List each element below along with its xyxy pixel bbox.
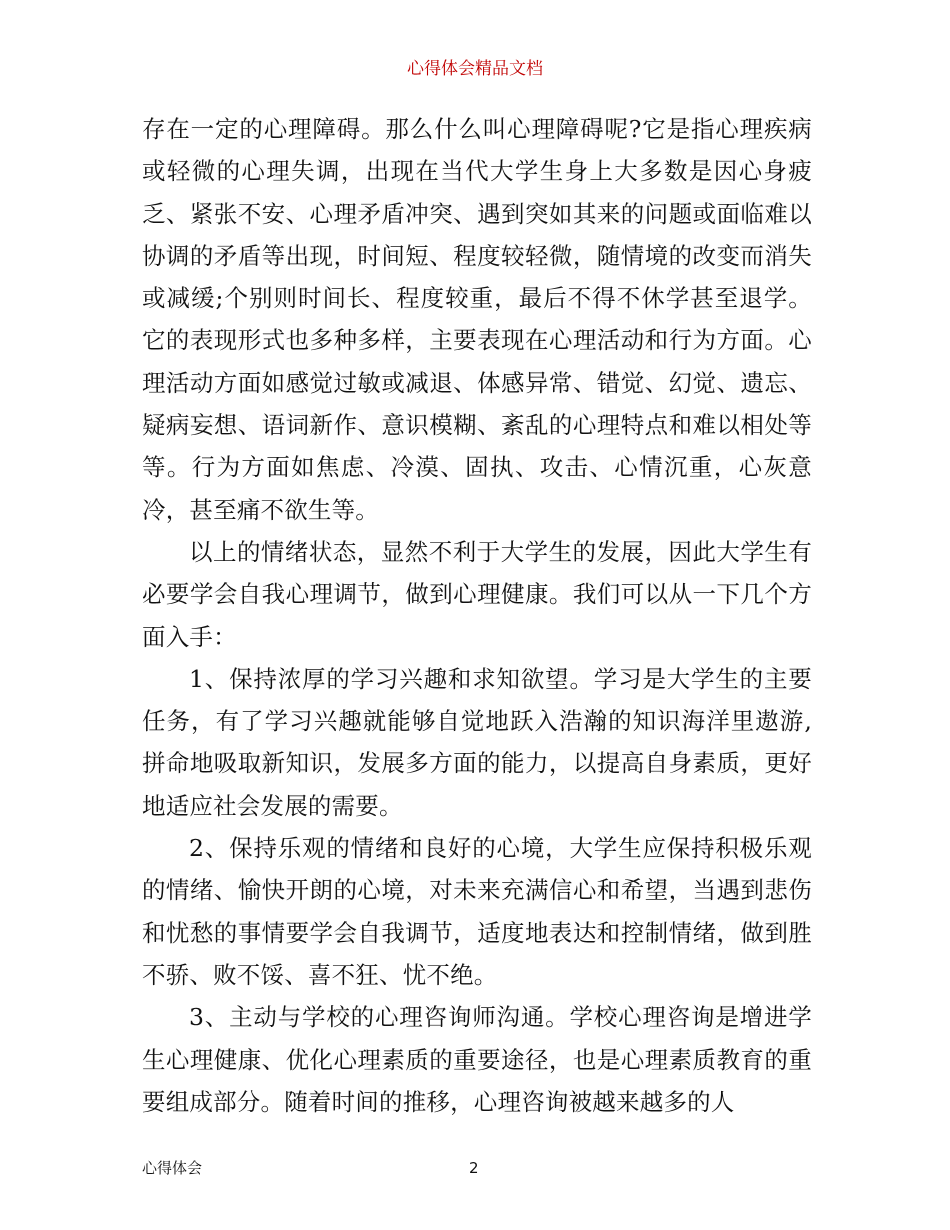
paragraph-intro: 以上的情绪状态，显然不利于大学生的发展，因此大学生有必要学会自我心理调节，做到心理健康。我们可以从一下几个方面入手： [142,537,812,651]
page-header-title: 心得体会精品文档 [407,59,543,79]
document-body [142,108,812,1123]
paragraph-point-3: 3、主动与学校的心理咨询师沟通。学校心理咨询是增进学生心理健康、优化心理素质的重要途径，也是心理素质教育的重要组成部分。随着时间的推移，心理咨询被越来越多的人 [142,1003,812,1116]
paragraph-point-2: 2、保持乐观的情绪和良好的心境，大学生应保持积极乐观的情绪、愉快开朗的心境，对未来充满信心和希望，当遇到悲伤和忧愁的事情要学会自我调节，适度地表达和控制情绪，做到胜不骄、败不馁、喜不狂、忧不绝。 [142,834,812,989]
paragraph-point-1: 1、保持浓厚的学习兴趣和求知欲望。学习是大学生的主要任务，有了学习兴趣就能够自觉地跃入浩瀚的知识海洋里遨游,拼命地吸取新知识，发展多方面的能力，以提高自身素质，更好地适应社会发展的需要。 [142,664,812,820]
page-footer [142,1157,812,1179]
footer-page-number: 2 [469,1159,479,1177]
footer-label: 心得体会 [142,1159,203,1177]
paragraph-continuation: 存在一定的心理障碍。那么什么叫心理障碍呢?它是指心理疾病或轻微的心理失调，出现在当代大学生身上大多数是因心身疲乏、紧张不安、心理矛盾冲突、遇到突如其来的问题或面临难以协调的矛盾等出现，时间短、程度较轻微，随情境的改变而消失或减缓;个别则时间长、程度较重，最后不得不休学甚至退学。它的表现形式也多种多样，主要表现在心理活动和行为方面。心理活动方面如感觉过敏或减退、体感异常、错觉、幻觉、遗忘、疑病妄想、语词新作、意识模糊、紊乱的心理特点和难以相处等等。行为方面如焦虑、冷漠、固执、攻击、心情沉重，心灰意冷，甚至痛不欲生等。 [142,115,812,524]
